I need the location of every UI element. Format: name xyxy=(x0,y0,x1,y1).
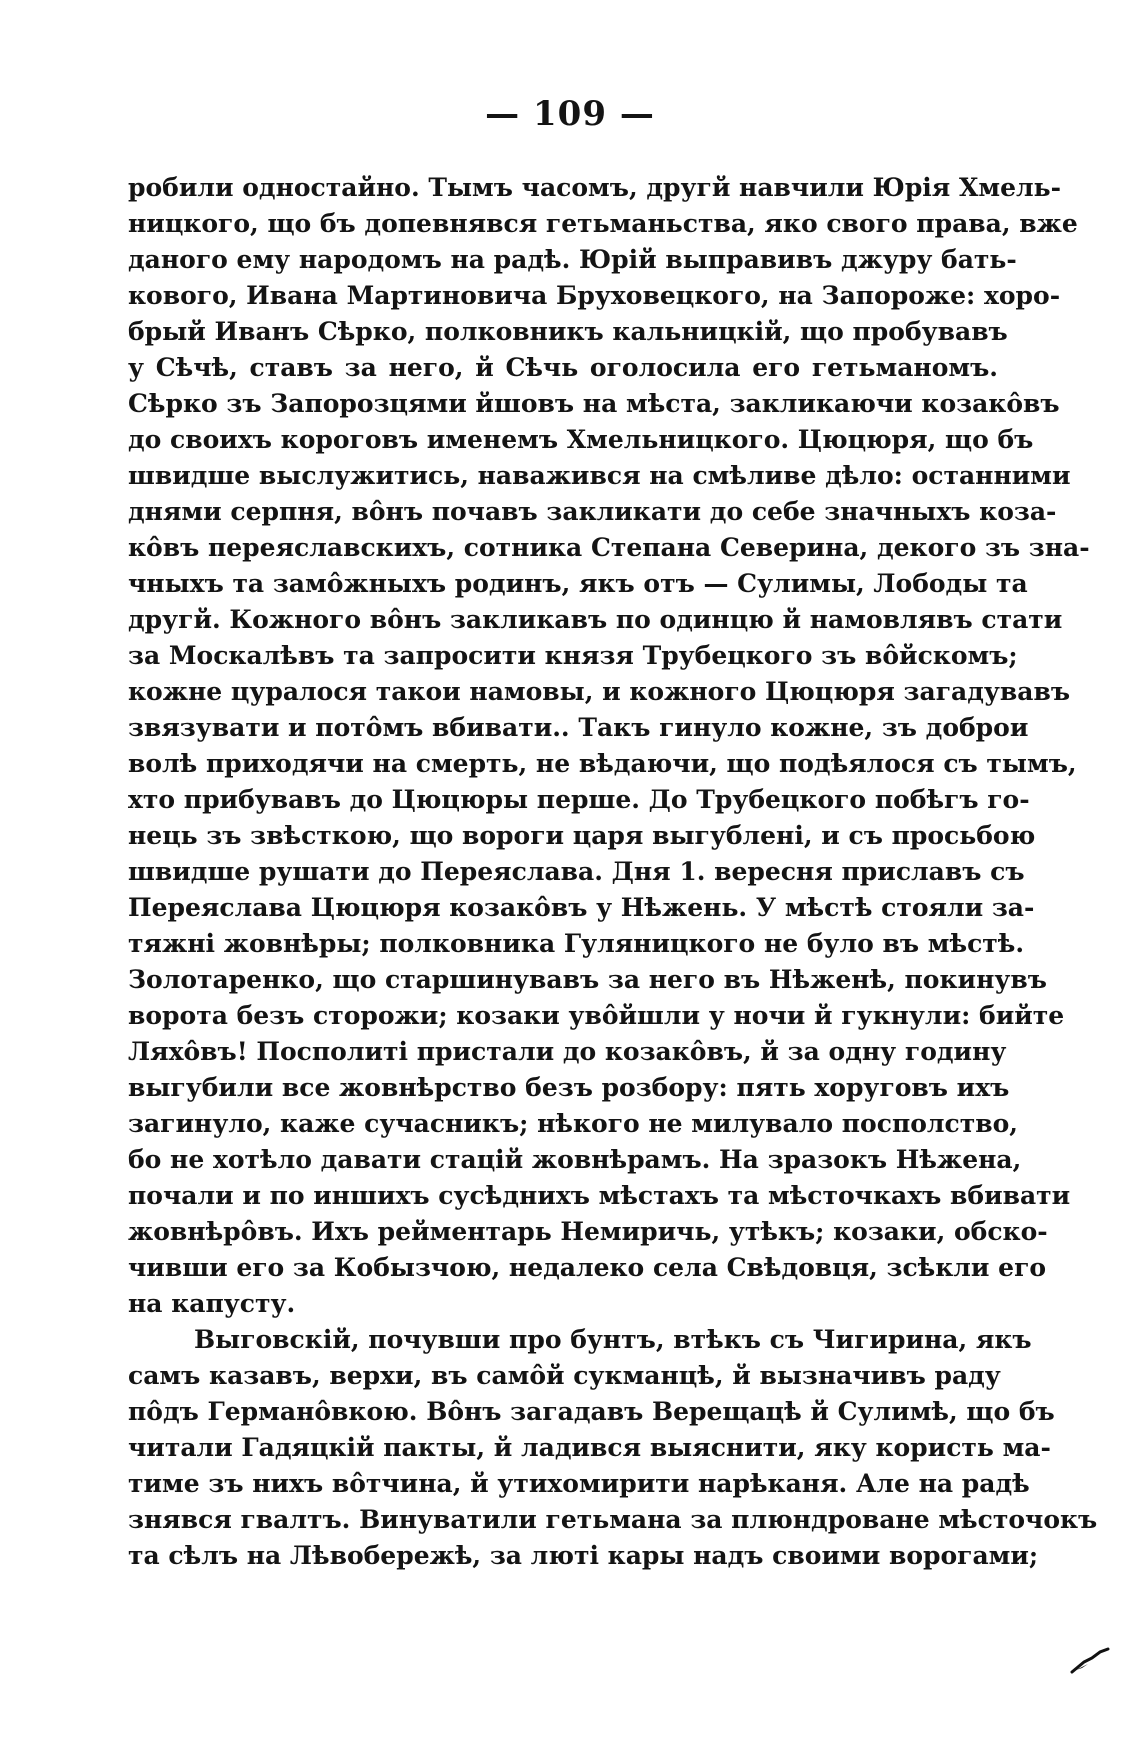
text-line: та сѣлъ на Лѣвобережѣ, за люті кары надъ своими ворогами; xyxy=(128,1541,1039,1570)
text-line: ворота безъ сторожи; козаки увôйшли у ночи й гукнули: бийте xyxy=(128,1001,1065,1030)
text-line: днями серпня, вôнъ почавъ закликати до себе значныхъ коза- xyxy=(128,497,1057,526)
text-line: на капусту. xyxy=(128,1289,296,1318)
text-line: жовнѣрôвъ. Ихъ рейментарь Немиричь, утѣкъ; козаки, обско- xyxy=(128,1217,1048,1246)
paragraph-1 xyxy=(128,170,1090,1322)
text-line: у Сѣчѣ, ставъ за него, й Сѣчь оголосила его гетьманомъ. xyxy=(128,353,998,382)
text-line: чивши его за Кобызчою, недалеко села Свѣдовця, зсѣкли его xyxy=(128,1253,1047,1282)
text-line: знявся гвалтъ. Винуватили гетьмана за плюндроване мѣсточокъ xyxy=(128,1505,1098,1534)
text-line: бо не хотѣло давати стацій жовнѣрамъ. На зразокъ Нѣжена, xyxy=(128,1145,1022,1174)
text-line: кожне цуралося такои намовы, и кожного Цюцюря загадувавъ xyxy=(128,677,1071,706)
text-line: звязувати и потôмъ вбивати.. Такъ гинуло кожне, зъ доброи xyxy=(128,713,1029,742)
text-line: кового, Ивана Мартиновича Бруховецкого, на Запороже: хоро- xyxy=(128,281,1061,310)
text-line: швидше рушати до Переяслава. Дня 1. вересня приславъ съ xyxy=(128,857,1025,886)
text-line: загинуло, каже сучасникъ; нѣкого не милувало посполство, xyxy=(128,1109,1019,1138)
text-line: робили одностайно. Тымъ часомъ, другй навчили Юрія Хмель- xyxy=(128,173,1061,202)
text-line: тиме зъ нихъ вôтчина, й утихомирити нарѣканя. Але на радѣ xyxy=(128,1469,1030,1498)
text-line: чныхъ та замôжныхъ родинъ, якъ отъ — Сулимы, Лободы та xyxy=(128,569,1028,598)
text-line: нець зъ звѣсткою, що вороги царя выгублені, и съ просьбою xyxy=(128,821,1036,850)
text-line: выгубили все жовнѣрство безъ розбору: пять хоруговъ ихъ xyxy=(128,1073,1010,1102)
text-line: другй. Кожного вôнъ закликавъ по одинцю й намовлявъ стати xyxy=(128,605,1063,634)
body-text xyxy=(128,170,1098,1574)
ink-scratch-mark xyxy=(1070,1646,1110,1676)
text-line: ницкого, що бъ допевнявся гетьманьства, яко свого права, вже xyxy=(128,209,1078,238)
text-line: волѣ приходячи на смерть, не вѣдаючи, що подѣялося съ тымъ, xyxy=(128,749,1077,778)
paragraph-2 xyxy=(128,1322,1098,1574)
text-line: Выговскій, почувши про бунтъ, втѣкъ съ Чигирина, якъ xyxy=(194,1325,1032,1354)
text-line: пôдъ Германôвкою. Вôнъ загадавъ Верещацѣ й Сулимѣ, що бъ xyxy=(128,1397,1055,1426)
text-line: самъ казавъ, верхи, въ самôй сукманцѣ, й вызначивъ раду xyxy=(128,1361,1001,1390)
text-line: даного ему народомъ на радѣ. Юрій выправивъ джуру бать- xyxy=(128,245,1017,274)
text-line: хто прибувавъ до Цюцюры перше. До Трубецкого побѣгъ го- xyxy=(128,785,1030,814)
text-line: Золотаренко, що старшинувавъ за него въ Нѣженѣ, покинувъ xyxy=(128,965,1047,994)
text-line: читали Гадяцкій пакты, й ладився выяснити, яку користь ма- xyxy=(128,1433,1051,1462)
text-line: швидше выслужитись, наважився на смѣливе дѣло: останними xyxy=(128,461,1071,490)
text-line: тяжні жовнѣры; полковника Гуляницкого не було въ мѣстѣ. xyxy=(128,929,1025,958)
text-line: кôвъ переяславскихъ, сотника Степана Северина, декого зъ зна- xyxy=(128,533,1090,562)
text-line: почали и по иншихъ сусѣднихъ мѣстахъ та мѣсточкахъ вбивати xyxy=(128,1181,1071,1210)
text-line: брый Иванъ Сѣрко, полковникъ кальницкій, що пробувавъ xyxy=(128,317,1008,346)
text-line: до своихъ короговъ именемъ Хмельницкого. Цюцюря, що бъ xyxy=(128,425,1034,454)
text-line: Сѣрко зъ Запорозцями йшовъ на мѣста, закликаючи козакôвъ xyxy=(128,389,1060,418)
text-line: Ляхôвъ! Посполиті пристали до козакôвъ, й за одну годину xyxy=(128,1037,1007,1066)
page-number: — 109 — xyxy=(485,94,655,134)
text-line: Переяслава Цюцюря козакôвъ у Нѣжень. У мѣстѣ стояли за- xyxy=(128,893,1035,922)
text-line: за Москалѣвъ та запросити князя Трубецкого зъ вôйскомъ; xyxy=(128,641,1018,670)
